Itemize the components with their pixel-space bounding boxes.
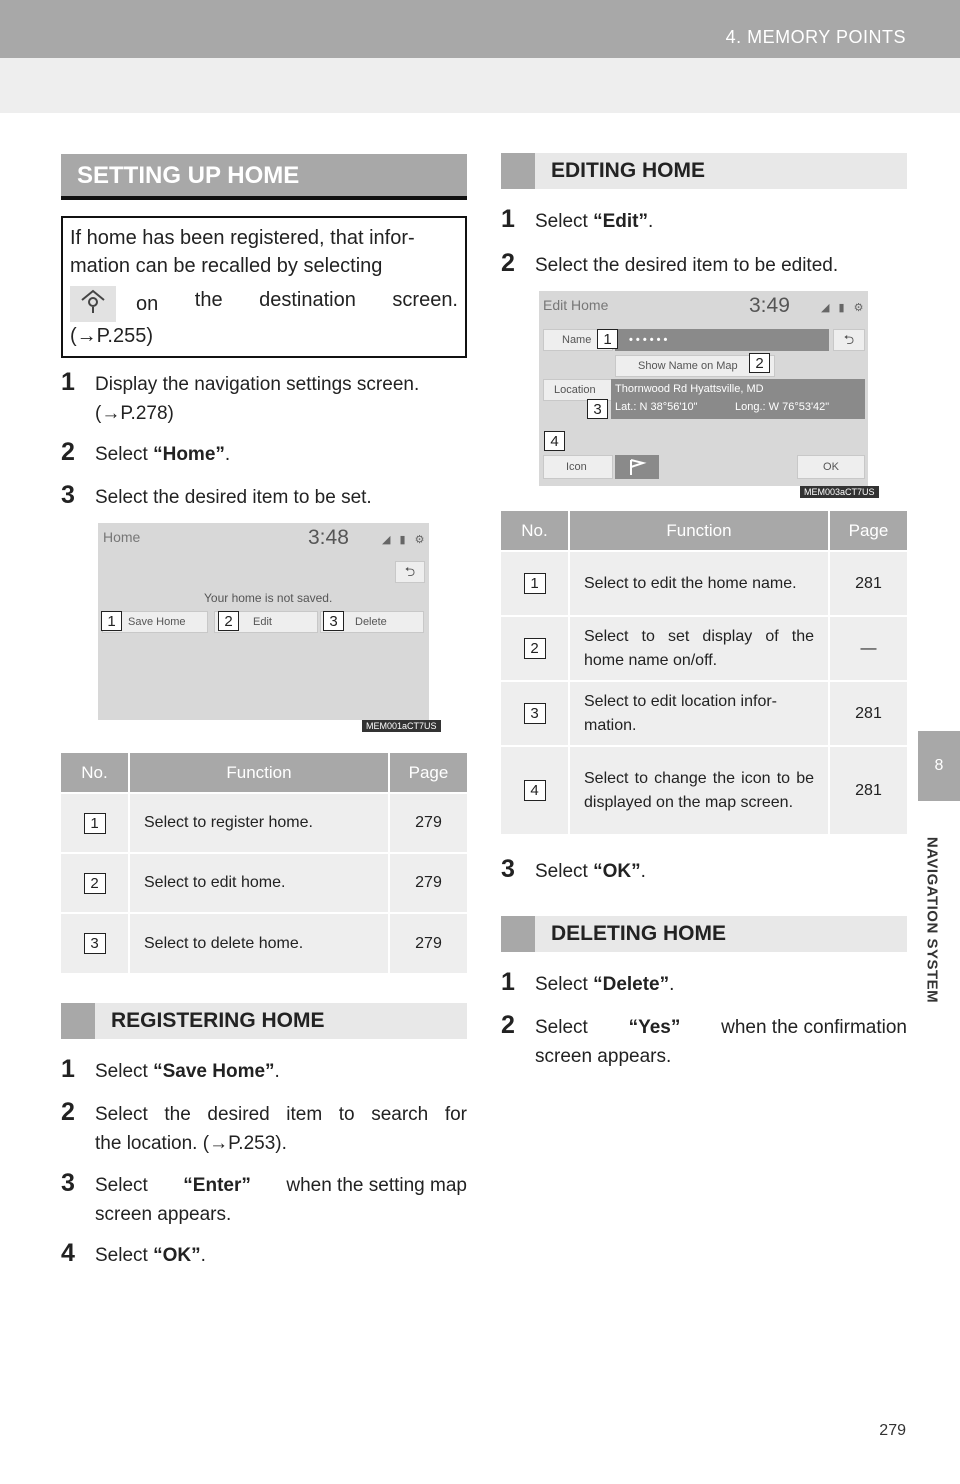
- callout-2: 2: [749, 353, 770, 373]
- edit-home-screen-image: [539, 291, 868, 486]
- table-row: [61, 853, 467, 913]
- delete-button: Delete: [320, 611, 424, 633]
- location-lat: Lat.: N 38°56'10": [615, 401, 698, 413]
- row-page: 281: [829, 746, 907, 834]
- name-field: • • • • • •: [615, 329, 829, 351]
- callout-1: 1: [597, 329, 618, 349]
- table-row: [501, 616, 907, 681]
- table-row: [501, 746, 907, 834]
- location-long: Long.: W 76°53'42": [735, 401, 830, 413]
- callout-2: 2: [218, 611, 239, 631]
- callout-1: 1: [101, 611, 122, 631]
- row-page: 281: [829, 681, 907, 746]
- col-no: No.: [61, 753, 129, 793]
- screen-title: Home: [103, 529, 141, 545]
- row-page: 279: [389, 913, 467, 973]
- delete-step-1: 1 Select “Delete”.: [501, 968, 675, 996]
- row-function: Select to edit location infor-mation.: [569, 681, 829, 746]
- row-number: 1: [524, 573, 546, 594]
- note-box: [61, 216, 467, 358]
- image-code: MEM003aCT7US: [800, 486, 879, 498]
- row-function: Select to register home.: [129, 793, 389, 853]
- register-step-1: 1 Select “Save Home”.: [61, 1055, 280, 1083]
- col-function: Function: [129, 753, 389, 793]
- note-line-1: If home has been registered, that infor-: [70, 227, 415, 249]
- table-row: [501, 681, 907, 746]
- setup-home-table: [61, 753, 467, 973]
- col-function: Function: [569, 511, 829, 551]
- table-row: [501, 551, 907, 616]
- col-page: Page: [829, 511, 907, 551]
- edit-step-1: 1 Select “Edit”.: [501, 205, 654, 233]
- location-address: Thornwood Rd Hyattsville, MD: [615, 383, 764, 395]
- page-number: 279: [879, 1422, 906, 1439]
- section-title: 4. MEMORY POINTS: [725, 27, 906, 47]
- row-page: 281: [829, 551, 907, 616]
- note-line-3: on the destination screen.: [70, 286, 458, 322]
- editing-home-heading: EDITING HOME: [501, 153, 907, 189]
- show-name-on-map-button: Show Name on Map: [615, 355, 775, 377]
- ok-button: OK: [797, 455, 865, 479]
- setting-up-home-heading: SETTING UP HOME: [61, 154, 467, 200]
- setup-step-1: 1 Display the navigation settings screen. (→P.278): [61, 368, 420, 424]
- row-function: Select to delete home.: [129, 913, 389, 973]
- location-label: Location: [543, 379, 613, 401]
- row-number: 4: [524, 780, 546, 801]
- table-row: [61, 913, 467, 973]
- status-icons: ◢ ▮ ⚙: [821, 302, 867, 314]
- image-code: MEM001aCT7US: [362, 720, 441, 732]
- row-function: Select to edit home.: [129, 853, 389, 913]
- icon-label: Icon: [543, 455, 613, 479]
- edit-button: Edit: [214, 611, 318, 633]
- row-function: Select to change the icon to be displayed on the map screen.: [569, 746, 829, 834]
- row-number: 2: [84, 873, 106, 894]
- row-number: 3: [524, 703, 546, 724]
- name-label: Name: [543, 329, 613, 351]
- back-button: ⮌: [833, 329, 865, 351]
- edit-step-2: 2 Select the desired item to be edited.: [501, 249, 839, 277]
- save-home-button: Save Home: [102, 611, 208, 633]
- register-step-2: 2 Select the desired item to search for the location. (→P.253).: [61, 1098, 467, 1154]
- row-page: 279: [389, 853, 467, 913]
- back-button: ⮌: [395, 561, 425, 583]
- header-band-light: [0, 58, 960, 113]
- row-function: Select to edit the home name.: [569, 551, 829, 616]
- note-line-2: mation can be recalled by selecting: [70, 255, 383, 277]
- chapter-tab: 8: [918, 731, 960, 801]
- location-field: [611, 379, 865, 419]
- home-icon-preview: [615, 455, 659, 479]
- registering-home-heading: REGISTERING HOME: [61, 1003, 467, 1039]
- setup-step-3: 3 Select the desired item to be set.: [61, 481, 372, 509]
- col-page: Page: [389, 753, 467, 793]
- note-line-4: (→P.255): [70, 325, 154, 347]
- screen-time: 3:48: [308, 526, 349, 549]
- delete-step-2: 2 Select “Yes” when the confirmation screen appears.: [501, 1011, 907, 1067]
- chapter-label: NAVIGATION SYSTEM: [923, 836, 941, 1003]
- edit-home-table: [501, 511, 907, 834]
- deleting-home-heading: DELETING HOME: [501, 916, 907, 952]
- edit-step-3: 3 Select “OK”.: [501, 855, 646, 883]
- home-screen-image: [98, 523, 429, 720]
- destination-settings-icon: [70, 286, 116, 322]
- register-step-3: 3 Select “Enter” when the setting map screen appears.: [61, 1169, 467, 1225]
- row-number: 3: [84, 933, 106, 954]
- table-row: [61, 793, 467, 853]
- callout-3: 3: [323, 611, 344, 631]
- col-no: No.: [501, 511, 569, 551]
- status-icons: ◢ ▮ ⚙: [382, 534, 428, 546]
- screen-time: 3:49: [749, 294, 790, 317]
- callout-3: 3: [587, 399, 608, 419]
- row-number: 1: [84, 813, 106, 834]
- setup-step-2: 2 Select “Home”.: [61, 438, 231, 466]
- callout-4: 4: [544, 431, 565, 451]
- screen-title: Edit Home: [543, 297, 609, 313]
- register-step-4: 4 Select “OK”.: [61, 1239, 206, 1267]
- home-not-saved-message: Your home is not saved.: [204, 591, 333, 605]
- row-page: —: [829, 616, 907, 681]
- row-function: Select to set display of the home name on/off.: [569, 616, 829, 681]
- row-number: 2: [524, 638, 546, 659]
- row-page: 279: [389, 793, 467, 853]
